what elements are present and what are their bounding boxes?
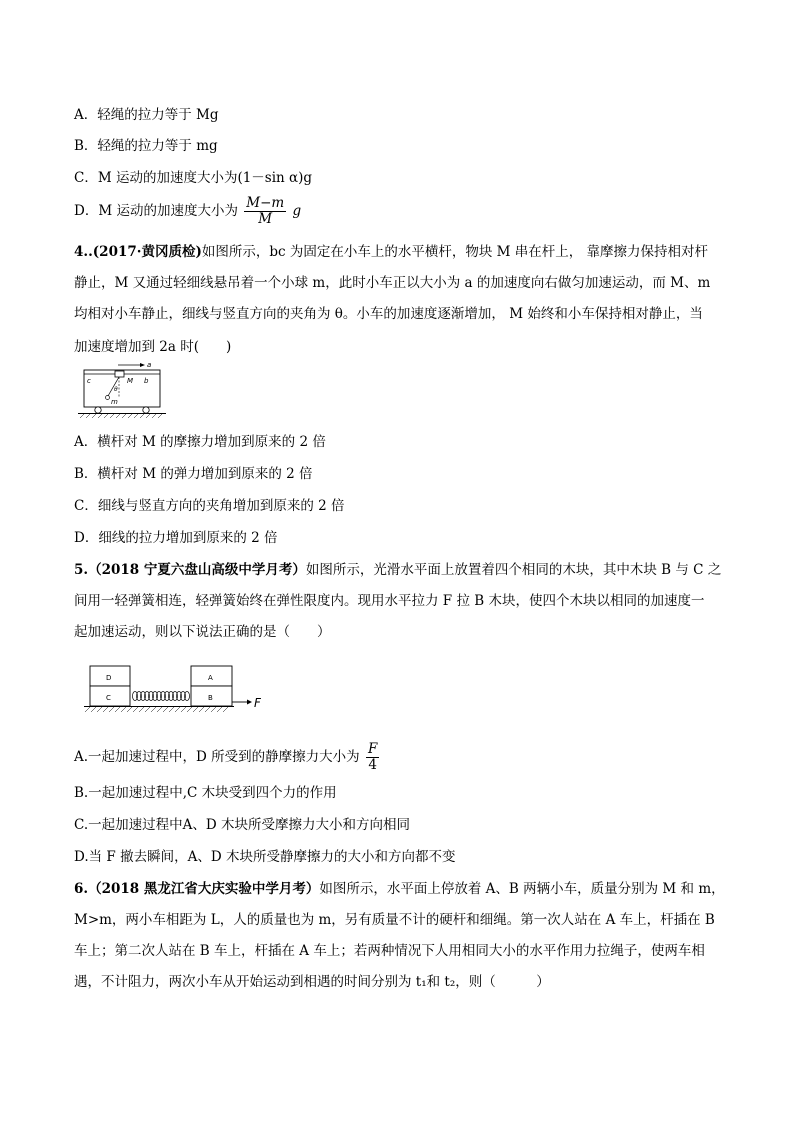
q6-source: 6.（2018 黑龙江省大庆实验中学月考） xyxy=(74,881,320,897)
q5-label-D: D xyxy=(106,674,112,682)
q5-label-F: F xyxy=(254,696,261,710)
q5-stem-line2: 间用一轻弹簧相连，轻弹簧始终在弹性限度内。现用水平拉力 F 拉 B 木块，使四个木块以相同的加速度一 xyxy=(74,593,705,609)
q5-source: 5.（2018 宁夏六盘山高级中学月考） xyxy=(74,562,306,578)
q3-option-c: C．M 运动的加速度大小为(1－sin α)g xyxy=(74,170,313,186)
q4-stem-line1 xyxy=(74,240,708,260)
q5-label-B: B xyxy=(208,694,213,702)
q5-option-d: D.当 F 撤去瞬间，A、D 木块所受静摩擦力的大小和方向都不变 xyxy=(74,849,456,865)
q3-option-d-numerator: M−m xyxy=(246,195,285,211)
q6-stem-line1 xyxy=(74,877,725,897)
q5-stem-line1-text: 如图所示，光滑水平面上放置着四个相同的木块，其中木块 B 与 C 之 xyxy=(305,562,722,578)
q4-option-d: D．细线的拉力增加到原来的 2 倍 xyxy=(74,530,278,546)
q6-stem-line4: 遇，不计阻力，两次小车从开始运动到相遇的时间分别为 t₁和 t₂，则（ ） xyxy=(74,974,550,990)
q4-label-theta: θ xyxy=(114,386,118,393)
q4-label-c: c xyxy=(87,377,91,385)
q4-stem-line1-text: 如图所示，bc 为固定在小车上的水平横杆，物块 M 串在杆上， 靠摩擦力保持相对杆 xyxy=(201,244,709,260)
q5-blocks-figure xyxy=(84,662,274,724)
q5-stem-line3: 起加速运动，则以下说法正确的是（ ） xyxy=(74,624,331,640)
q6-stem-line1-text: 如图所示，水平面上停放着 A、B 两辆小车，质量分别为 M 和 m， xyxy=(319,881,725,897)
q4-stem-line2: 静止，M 又通过轻细线悬吊着一个小球 m，此时小车正以大小为 a 的加速度向右做匀加速运动，而 M、m xyxy=(74,275,711,291)
q6-stem-line3: 车上；第二次人站在 B 车上，杆插在 A 车上；若两种情况下人用相同大小的水平作用力拉绳子，使两车相 xyxy=(74,943,705,959)
q4-stem-line4: 加速度增加到 2a 时( ) xyxy=(74,339,232,355)
q4-option-a: A．横杆对 M 的摩擦力增加到原来的 2 倍 xyxy=(74,434,326,450)
q4-stem-line3: 均相对小车静止，细线与竖直方向的夹角为 θ。小车的加速度逐渐增加， M 始终和小车保持相对静止，当 xyxy=(74,306,703,322)
q4-label-M: M xyxy=(127,377,134,385)
q3-option-d xyxy=(74,196,301,227)
q3-option-d-prefix: D．M 运动的加速度大小为 xyxy=(74,202,238,219)
q3-option-a: A．轻绳的拉力等于 Mg xyxy=(74,107,219,123)
q5-option-a-numerator: F xyxy=(367,741,378,757)
q3-option-d-denominator: M xyxy=(258,210,273,227)
q5-option-a-denominator: 4 xyxy=(368,756,377,773)
q4-cart-figure xyxy=(78,360,168,422)
q5-stem-line1 xyxy=(74,558,721,578)
q5-option-a-fraction xyxy=(366,742,379,773)
q5-option-a-prefix: A.一起加速过程中，D 所受到的静摩擦力大小为 xyxy=(74,748,360,765)
q4-option-b: B．横杆对 M 的弹力增加到原来的 2 倍 xyxy=(74,466,313,482)
q5-option-b: B.一起加速过程中,C 木块受到四个力的作用 xyxy=(74,785,337,801)
q4-option-c: C．细线与竖直方向的夹角增加到原来的 2 倍 xyxy=(74,498,345,514)
q5-option-a xyxy=(74,742,381,773)
q4-label-b: b xyxy=(144,377,149,385)
q5-label-C: C xyxy=(106,694,111,702)
q3-option-b: B．轻绳的拉力等于 mg xyxy=(74,138,218,154)
q4-label-a: a xyxy=(147,361,152,369)
q3-option-d-fraction xyxy=(244,196,286,227)
q3-option-d-suffix: g xyxy=(292,202,302,219)
q4-source: 4..(2017·黄冈质检) xyxy=(74,244,202,260)
q6-stem-line2: M>m，两小车相距为 L，人的质量也为 m，另有质量不计的硬杆和细绳。第一次人站在 A 车上，杆插在 B xyxy=(74,912,715,928)
q5-option-c: C.一起加速过程中A、D 木块所受摩擦力大小和方向相同 xyxy=(74,817,411,833)
q5-label-A: A xyxy=(208,674,213,682)
q4-label-m: m xyxy=(111,398,118,406)
